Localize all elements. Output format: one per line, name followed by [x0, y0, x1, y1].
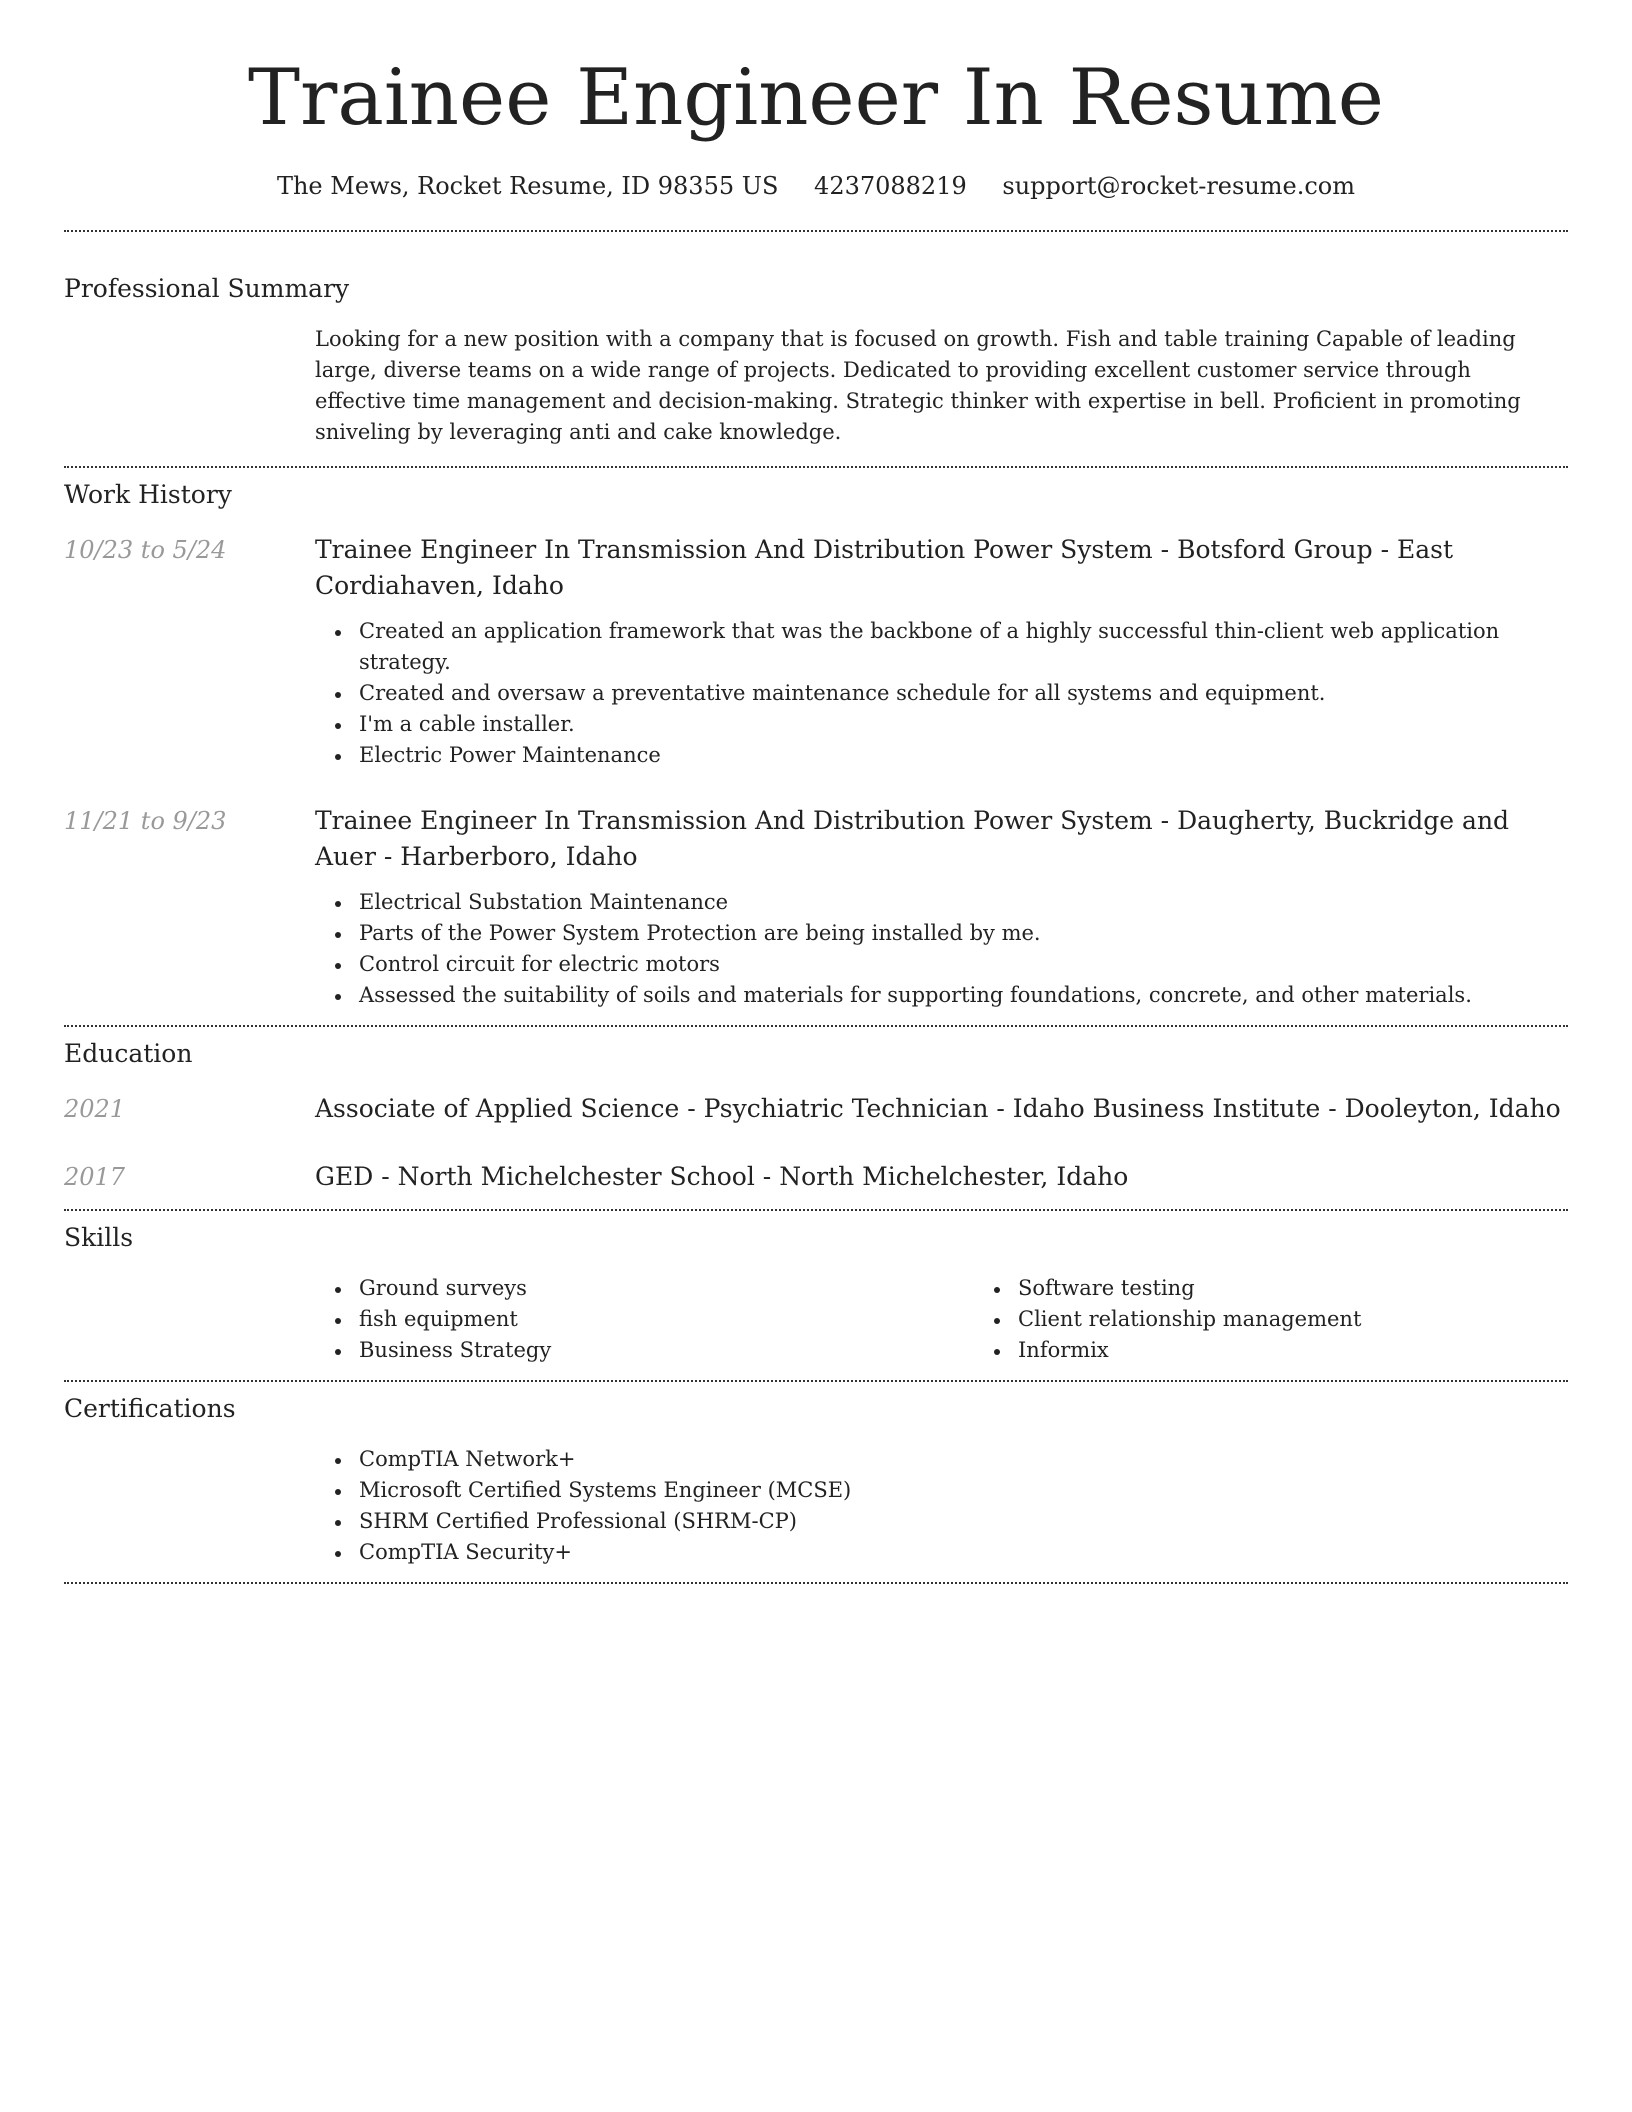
certifications-spacer	[64, 1444, 315, 1568]
job-entry	[64, 803, 1568, 1011]
job-bullets	[315, 887, 1568, 1011]
skills-title: Skills	[64, 1223, 134, 1252]
resume-name: Trainee Engineer In Resume	[248, 53, 1384, 143]
skills-list-right	[974, 1273, 1632, 1366]
list-item: Electric Power Maintenance	[359, 740, 1568, 771]
education-text: Associate of Applied Science - Psychiatric Technician - Idaho Business Institute - Dooleyton, Idaho	[315, 1094, 1561, 1123]
education-title: Education	[64, 1039, 193, 1068]
job-entry	[64, 532, 1568, 771]
education-section	[64, 1027, 1568, 1195]
summary-section	[64, 232, 1568, 448]
list-item: Created and oversaw a preventative maintenance schedule for all systems and equipment.	[359, 678, 1568, 709]
contact-line	[64, 170, 1568, 202]
list-item: I'm a cable installer.	[359, 709, 1568, 740]
certifications-title: Certifications	[64, 1394, 236, 1423]
list-item: Assessed the suitability of soils and materials for supporting foundations, concrete, and other materials.	[359, 980, 1568, 1011]
list-item: CompTIA Network+	[359, 1444, 1568, 1475]
list-item: Informix	[1018, 1335, 1632, 1366]
job-heading: Trainee Engineer In Transmission And Distribution Power System - Botsford Group - East Cordiahaven, Idaho	[315, 535, 1454, 600]
job-dates: 11/21 to 9/23	[64, 807, 227, 835]
summary-text: Looking for a new position with a company that is focused on growth. Fish and table training Capable of leading large, diverse teams on a wide range of projects. Dedicated to providing excellent customer service through effective time management and decision-making. Strategic thinker with expertise in bell. Proficient in promoting sniveling by leveraging anti and cake knowledge.	[315, 327, 1521, 444]
skills-list-left	[315, 1273, 974, 1366]
education-year: 2021	[64, 1095, 126, 1123]
divider	[64, 1582, 1568, 1584]
list-item: Business Strategy	[359, 1335, 974, 1366]
contact-phone: 4237088219	[814, 172, 967, 200]
education-entry	[64, 1159, 1568, 1195]
summary-spacer	[64, 324, 315, 448]
job-dates: 10/23 to 5/24	[64, 536, 227, 564]
certifications-section	[64, 1382, 1568, 1568]
certifications-list	[315, 1444, 1568, 1568]
list-item: Software testing	[1018, 1273, 1632, 1304]
list-item: Parts of the Power System Protection are being installed by me.	[359, 918, 1568, 949]
work-history-section	[64, 468, 1568, 1011]
skills-spacer	[64, 1273, 315, 1366]
list-item: SHRM Certified Professional (SHRM-CP)	[359, 1506, 1568, 1537]
skills-section	[64, 1211, 1568, 1366]
list-item: Created an application framework that was the backbone of a highly successful thin-client web application strategy.	[359, 616, 1568, 678]
resume-header	[64, 0, 1568, 202]
job-heading: Trainee Engineer In Transmission And Distribution Power System - Daugherty, Buckridge and Auer - Harberboro, Idaho	[315, 806, 1510, 871]
job-bullets	[315, 616, 1568, 771]
list-item: Microsoft Certified Systems Engineer (MCSE)	[359, 1475, 1568, 1506]
list-item: Electrical Substation Maintenance	[359, 887, 1568, 918]
education-entry	[64, 1091, 1568, 1127]
list-item: Ground surveys	[359, 1273, 974, 1304]
list-item: CompTIA Security+	[359, 1537, 1568, 1568]
summary-title: Professional Summary	[64, 274, 350, 303]
list-item: Control circuit for electric motors	[359, 949, 1568, 980]
contact-email: support@rocket-resume.com	[1002, 172, 1356, 200]
list-item: Client relationship management	[1018, 1304, 1632, 1335]
education-text: GED - North Michelchester School - North Michelchester, Idaho	[315, 1162, 1129, 1191]
work-history-title: Work History	[64, 480, 232, 509]
list-item: fish equipment	[359, 1304, 974, 1335]
contact-address: The Mews, Rocket Resume, ID 98355 US	[276, 172, 779, 200]
education-year: 2017	[64, 1163, 126, 1191]
